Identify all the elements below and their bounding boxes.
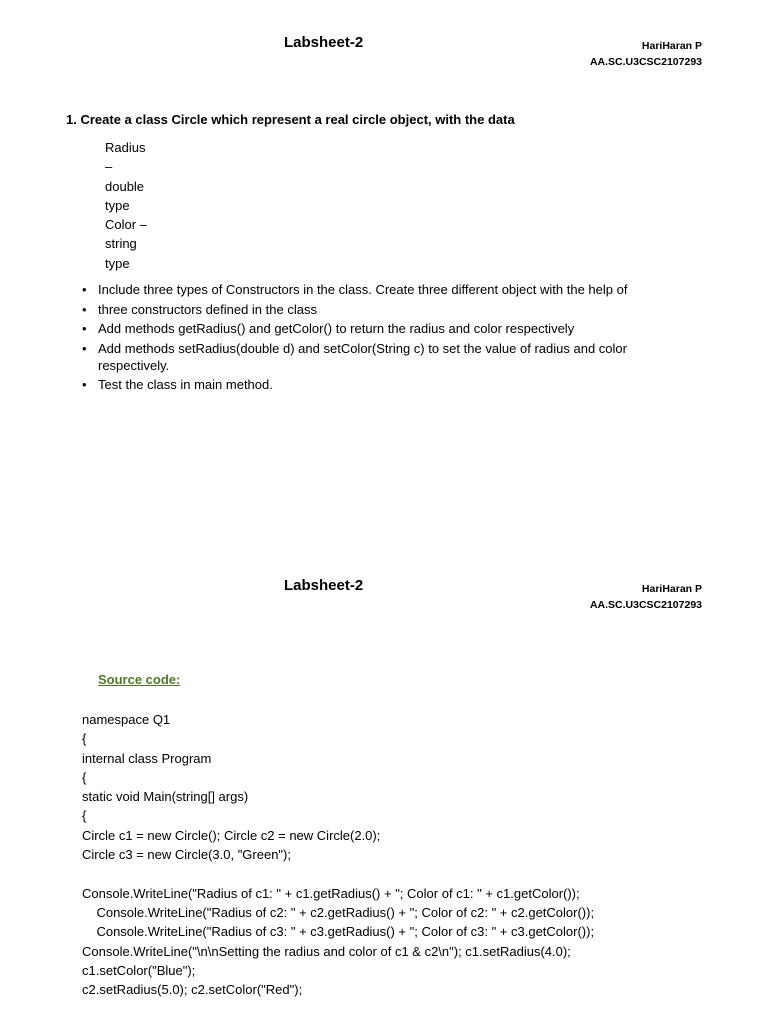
- requirement-item: • Test the class in main method.: [82, 376, 682, 393]
- author-id: AA.SC.U3CSC2107293: [589, 599, 702, 611]
- field-line: –: [105, 159, 113, 175]
- field-line: double: [105, 178, 145, 194]
- code-line: Circle c3 = new Circle(3.0, "Green");: [82, 847, 291, 863]
- field-line: string: [105, 236, 137, 252]
- code-line: c2.setRadius(5.0); c2.setColor("Red");: [82, 982, 303, 998]
- requirement-item: • Add methods setRadius(double d) and setColor(String c) to set the value of radius and color respectively.: [82, 340, 682, 374]
- code-line: {: [82, 769, 87, 785]
- code-line: static void Main(string[] args): [82, 789, 249, 805]
- field-line: type: [105, 255, 130, 271]
- requirement-item: • Add methods getRadius() and getColor() to return the radius and color respectively: [82, 320, 682, 337]
- code-line: {: [82, 808, 87, 824]
- author-block-2: [590, 581, 702, 613]
- field-line: Radius: [105, 140, 146, 155]
- question-heading: 1. Create a class Circle which represent a real circle object, with the data: [66, 112, 515, 127]
- code-line: Console.WriteLine("Radius of c2: " + c2.getRadius() + "; Color of c2: " + c2.getColor());: [82, 904, 595, 920]
- field-line: Color –: [105, 217, 147, 233]
- source-code-label: Source code:: [98, 672, 181, 687]
- code-line: [82, 864, 594, 883]
- requirement-item: • three constructors defined in the class: [82, 301, 682, 318]
- code-line: Circle c1 = new Circle(); Circle c2 = new Circle(2.0);: [82, 827, 381, 843]
- code-line: c1.setColor("Blue");: [82, 962, 196, 978]
- author-name: HariHaran P: [641, 40, 702, 52]
- code-line: Console.WriteLine("Radius of c3: " + c3.getRadius() + "; Color of c3: " + c3.getColor());: [82, 924, 595, 940]
- code-line: Console.WriteLine("Radius of c1: " + c1.getRadius() + "; Color of c1: " + c1.getColor());: [82, 885, 580, 901]
- code-line: {: [82, 731, 87, 747]
- code-line: Console.WriteLine("\n\nSetting the radius and color of c1 & c2\n"); c1.setRadius(4.0);: [82, 943, 571, 959]
- field-line: type: [105, 197, 130, 213]
- page-title: Labsheet-2: [284, 34, 364, 51]
- requirements-list: [82, 281, 682, 396]
- code-line: namespace Q1: [82, 712, 171, 727]
- author-id: AA.SC.U3CSC2107293: [589, 56, 702, 68]
- author-name: HariHaran P: [641, 583, 702, 595]
- code-line: internal class Program: [82, 750, 212, 766]
- author-block: [590, 38, 702, 70]
- requirement-item: • Include three types of Constructors in the class. Create three different object with the help of: [82, 281, 682, 298]
- source-code-block: [82, 710, 594, 999]
- data-field-list: [105, 138, 147, 273]
- page-title-2: Labsheet-2: [284, 577, 364, 594]
